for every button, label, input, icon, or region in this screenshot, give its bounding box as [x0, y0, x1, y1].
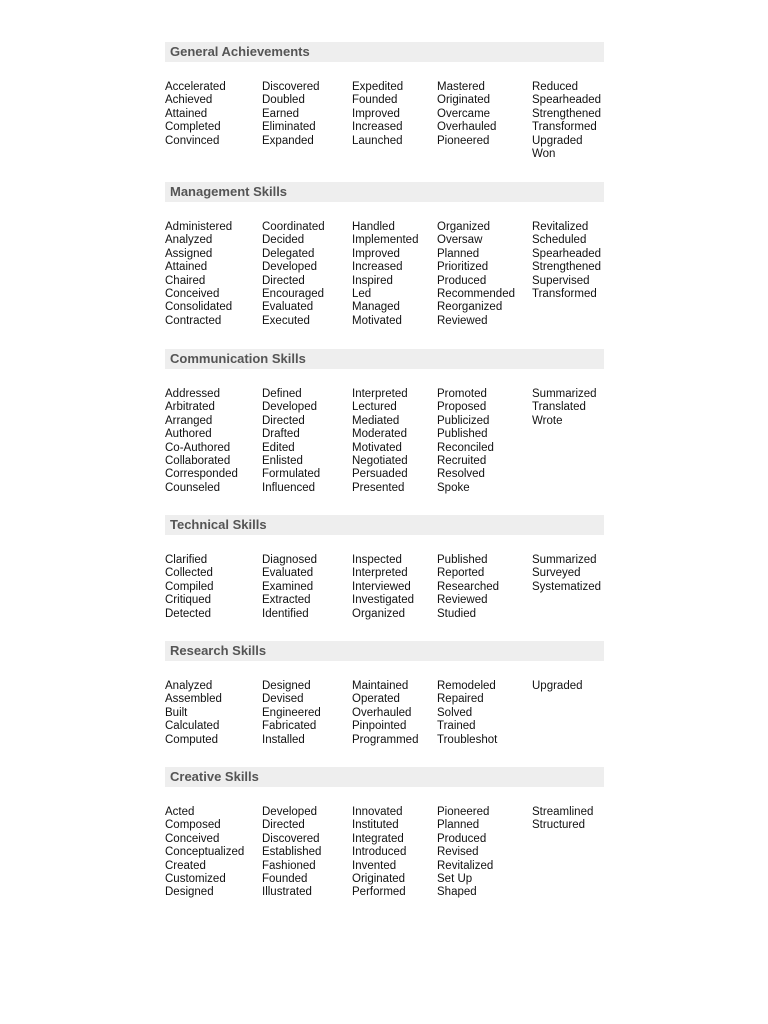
action-verb: Streamlined: [532, 806, 594, 818]
word-column: [437, 806, 493, 900]
action-verb: Increased: [352, 261, 403, 274]
action-verb: Structured: [532, 819, 586, 832]
action-verb: Launched: [352, 134, 403, 147]
action-verb: Administered: [165, 221, 233, 233]
action-verb: Devised: [262, 693, 304, 706]
action-verb: Strengthened: [532, 107, 602, 120]
action-verb: Arranged: [165, 414, 213, 427]
action-verb: Wrote: [532, 414, 563, 427]
word-column: [352, 806, 406, 900]
action-verb: Built: [165, 706, 188, 719]
action-verb: Directed: [262, 819, 305, 832]
action-verb: Inspired: [352, 274, 393, 287]
action-verb: Created: [165, 859, 206, 872]
action-verb: Assembled: [165, 693, 222, 706]
action-verb: Implemented: [352, 234, 419, 247]
action-verb: Reviewed: [437, 594, 488, 607]
word-column: [352, 554, 414, 621]
action-verb: Shaped: [437, 886, 477, 899]
word-column: [165, 554, 214, 621]
action-verb: Collaborated: [165, 454, 231, 467]
word-column: [532, 388, 597, 428]
section-heading: Research Skills: [165, 641, 604, 661]
action-verb: Recommended: [437, 287, 515, 300]
action-verb: Organized: [352, 607, 406, 620]
action-verb: Completed: [165, 121, 221, 134]
word-column: [532, 554, 601, 594]
action-verb: Attained: [165, 107, 208, 120]
action-verb: Computed: [165, 733, 219, 746]
word-column: [437, 680, 497, 747]
action-verb: Discovered: [262, 81, 320, 93]
action-verb: Promoted: [437, 388, 487, 400]
action-verb: Researched: [437, 580, 500, 593]
action-verb: Instituted: [352, 819, 399, 832]
action-verb: Introduced: [352, 846, 407, 859]
action-verb: Interpreted: [352, 567, 408, 580]
action-verb: Coordinated: [262, 221, 325, 233]
action-verb: Strengthened: [532, 261, 602, 274]
word-column: [165, 81, 226, 148]
action-verb: Produced: [437, 832, 487, 845]
action-verb: Developed: [262, 401, 317, 414]
action-verb: Evaluated: [262, 567, 314, 580]
action-verb: Earned: [262, 107, 300, 120]
word-column: [262, 221, 325, 328]
word-column: [532, 680, 583, 693]
action-verb: Discovered: [262, 832, 320, 845]
action-verb: Directed: [262, 414, 305, 427]
action-verb: Overhauled: [437, 121, 497, 134]
action-verb: Encouraged: [262, 287, 325, 300]
action-verb: Published: [437, 428, 488, 441]
section-management-skills: [165, 182, 604, 328]
action-verb: Published: [437, 554, 488, 566]
section-general-achievements: [165, 42, 604, 161]
word-column: [262, 806, 321, 900]
action-verb: Developed: [262, 261, 317, 274]
action-verb: Presented: [352, 481, 405, 494]
action-verb: Designed: [262, 680, 311, 692]
action-verb: Troubleshot: [437, 733, 498, 746]
word-column: [352, 680, 418, 747]
action-verb: Upgraded: [532, 680, 583, 692]
action-verb: Corresponded: [165, 468, 238, 481]
action-verb: Conceived: [165, 287, 220, 300]
action-verb: Motivated: [352, 441, 402, 454]
action-verb: Engineered: [262, 706, 321, 719]
action-verb: Authored: [165, 428, 212, 441]
action-verb: Conceived: [165, 832, 220, 845]
action-verb: Produced: [437, 274, 487, 287]
action-verb: Negotiated: [352, 454, 408, 467]
action-verb: Enlisted: [262, 454, 303, 467]
action-verb: Inspected: [352, 554, 402, 566]
action-verb: Reviewed: [437, 314, 488, 327]
action-verb: Spearheaded: [532, 247, 602, 260]
action-verb: Mediated: [352, 414, 400, 427]
word-column: [262, 554, 317, 621]
action-verb: Reorganized: [437, 301, 503, 314]
word-column: [437, 221, 515, 328]
action-verb: Remodeled: [437, 680, 496, 692]
word-column: [532, 806, 593, 833]
action-verb: Transformed: [532, 121, 597, 134]
action-verb: Accelerated: [165, 81, 226, 93]
action-verb: Customized: [165, 872, 226, 885]
section-research-skills: [165, 641, 604, 747]
action-verb: Moderated: [352, 428, 407, 441]
action-verb: Expanded: [262, 134, 314, 147]
action-verb: Revitalized: [437, 859, 494, 872]
word-column: [165, 221, 232, 328]
action-verb: Edited: [262, 441, 295, 454]
action-verb: Organized: [437, 221, 491, 233]
action-verb: Maintained: [352, 680, 409, 692]
action-verb: Addressed: [165, 388, 220, 400]
action-verb: Drafted: [262, 428, 300, 441]
action-verb: Increased: [352, 121, 403, 134]
action-verb: Arbitrated: [165, 401, 215, 414]
action-verb: Performed: [352, 886, 406, 899]
action-verb: Developed: [262, 806, 317, 818]
action-verb: Eliminated: [262, 121, 316, 134]
action-verb: Originated: [437, 94, 491, 107]
action-verb: Upgraded: [532, 134, 583, 147]
action-verb: Systematized: [532, 580, 602, 593]
action-verb: Chaired: [165, 274, 206, 287]
action-verb: Improved: [352, 247, 400, 260]
action-verb: Integrated: [352, 832, 404, 845]
action-verb: Interpreted: [352, 388, 408, 400]
word-column: [532, 221, 601, 301]
action-verb: Analyzed: [165, 680, 213, 692]
action-verb: Expedited: [352, 81, 404, 93]
section-creative-skills: [165, 767, 604, 900]
word-columns: [165, 81, 604, 161]
action-verb: Overcame: [437, 107, 491, 120]
action-verb: Evaluated: [262, 301, 314, 314]
action-verb: Proposed: [437, 401, 487, 414]
action-verb: Co-Authored: [165, 441, 231, 454]
word-column: [437, 388, 494, 495]
action-verb: Surveyed: [532, 567, 581, 580]
action-verb: Reconciled: [437, 441, 494, 454]
action-verb: Studied: [437, 607, 477, 620]
action-verb: Consolidated: [165, 301, 233, 314]
word-column: [165, 388, 238, 495]
action-verb: Formulated: [262, 468, 321, 481]
action-verb: Resolved: [437, 468, 485, 481]
action-verb: Handled: [352, 221, 395, 233]
word-column: [352, 221, 418, 328]
action-verb: Achieved: [165, 94, 213, 107]
section-communication-skills: [165, 349, 604, 495]
action-verb: Detected: [165, 607, 212, 620]
action-verb: Acted: [165, 806, 195, 818]
action-verb: Originated: [352, 872, 406, 885]
action-verb: Persuaded: [352, 468, 408, 481]
action-verb: Identified: [262, 607, 309, 620]
action-verb: Installed: [262, 733, 305, 746]
word-columns: [165, 680, 604, 747]
action-verb: Attained: [165, 261, 208, 274]
action-verb: Interviewed: [352, 580, 411, 593]
action-verb: Compiled: [165, 580, 214, 593]
action-verb: Examined: [262, 580, 314, 593]
word-columns: [165, 806, 604, 900]
action-verb: Convinced: [165, 134, 220, 147]
action-verb: Critiqued: [165, 594, 212, 607]
action-verb: Overhauled: [352, 706, 412, 719]
word-column: [262, 680, 321, 747]
action-verb: Led: [352, 287, 372, 300]
action-verb: Pioneered: [437, 134, 490, 147]
action-verb: Planned: [437, 819, 480, 832]
section-heading: Management Skills: [165, 182, 604, 202]
action-verb: Operated: [352, 693, 400, 706]
word-columns: [165, 221, 604, 328]
action-verb: Composed: [165, 819, 221, 832]
word-column: [352, 388, 408, 495]
word-column: [262, 388, 320, 495]
action-verb: Spoke: [437, 481, 470, 494]
action-verb: Managed: [352, 301, 400, 314]
word-columns: [165, 554, 604, 621]
action-verb: Recruited: [437, 454, 487, 467]
action-verb: Investigated: [352, 594, 415, 607]
action-verb: Supervised: [532, 274, 590, 287]
action-verb: Mastered: [437, 81, 485, 93]
action-verb: Motivated: [352, 314, 402, 327]
action-verb: Analyzed: [165, 234, 213, 247]
action-verb: Reported: [437, 567, 485, 580]
action-verb: Repaired: [437, 693, 484, 706]
action-verb: Counseled: [165, 481, 220, 494]
action-verb: Scheduled: [532, 234, 587, 247]
action-verb: Planned: [437, 247, 480, 260]
action-verb: Directed: [262, 274, 305, 287]
action-verb: Reduced: [532, 81, 579, 93]
word-column: [437, 81, 496, 148]
action-verb: Doubled: [262, 94, 305, 107]
action-verb: Contracted: [165, 314, 222, 327]
section-heading: Technical Skills: [165, 515, 604, 535]
action-verb: Lectured: [352, 401, 397, 414]
action-verb: Set Up: [437, 872, 473, 885]
action-verb: Summarized: [532, 554, 597, 566]
action-verb: Fabricated: [262, 720, 317, 733]
action-verb: Collected: [165, 567, 213, 580]
action-verb: Innovated: [352, 806, 403, 818]
action-verb: Designed: [165, 886, 214, 899]
action-verb: Spearheaded: [532, 94, 602, 107]
action-verb: Oversaw: [437, 234, 483, 247]
section-heading: General Achievements: [165, 42, 604, 62]
action-verb: Fashioned: [262, 859, 316, 872]
action-verb: Illustrated: [262, 886, 312, 899]
action-verb: Founded: [352, 94, 398, 107]
action-verb: Summarized: [532, 388, 597, 400]
action-verb: Delegated: [262, 247, 315, 260]
action-verb: Solved: [437, 706, 473, 719]
action-verb: Translated: [532, 401, 586, 414]
action-verb: Influenced: [262, 481, 316, 494]
action-verb: Transformed: [532, 287, 597, 300]
section-technical-skills: [165, 515, 604, 621]
action-verb: Pioneered: [437, 806, 490, 818]
action-verb: Publicized: [437, 414, 490, 427]
action-verb: Conceptualized: [165, 846, 245, 859]
action-verb: Diagnosed: [262, 554, 317, 566]
section-heading: Creative Skills: [165, 767, 604, 787]
action-verb: Extracted: [262, 594, 311, 607]
action-verb: Clarified: [165, 554, 208, 566]
word-column: [165, 806, 244, 900]
word-column: [437, 554, 499, 621]
section-heading: Communication Skills: [165, 349, 604, 369]
word-column: [352, 81, 403, 148]
action-verb: Revitalized: [532, 221, 589, 233]
action-verb: Pinpointed: [352, 720, 407, 733]
word-column: [165, 680, 222, 747]
action-verb: Prioritized: [437, 261, 489, 274]
action-verb: Decided: [262, 234, 305, 247]
action-verb: Defined: [262, 388, 302, 400]
action-verb: Improved: [352, 107, 400, 120]
action-verb: Executed: [262, 314, 310, 327]
action-verb: Won: [532, 147, 556, 160]
action-verb: Founded: [262, 872, 308, 885]
action-verb: Assigned: [165, 247, 213, 260]
action-verb: Calculated: [165, 720, 220, 733]
action-verb: Revised: [437, 846, 479, 859]
word-column: [262, 81, 320, 148]
word-column: [532, 81, 601, 161]
action-verb: Trained: [437, 720, 476, 733]
action-verb: Invented: [352, 859, 397, 872]
action-verb: Programmed: [352, 733, 419, 746]
action-verb: Established: [262, 846, 322, 859]
word-columns: [165, 388, 604, 495]
